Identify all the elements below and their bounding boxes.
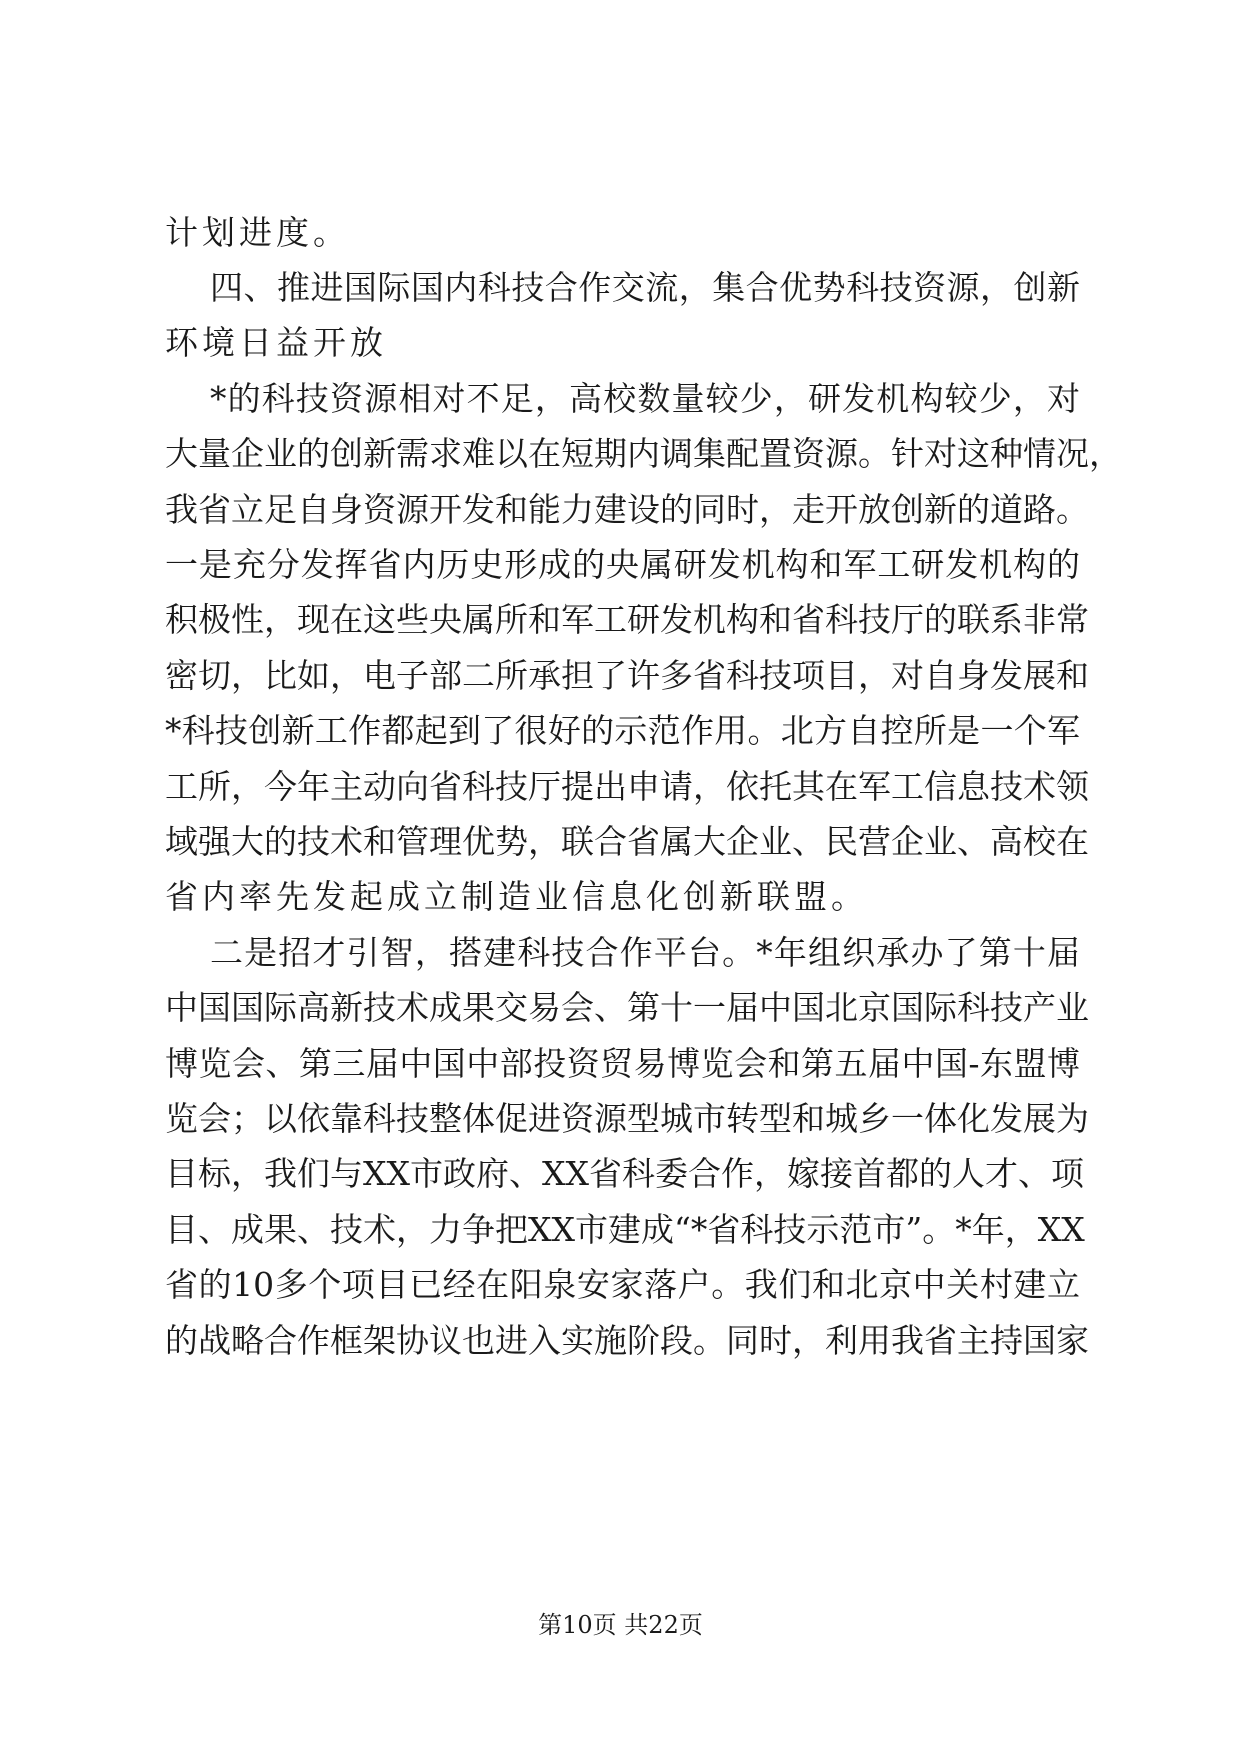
text-line-12: 域强大的技术和管理优势，联合省属大企业、民营企业、高校在 (165, 822, 1089, 861)
text-line-1: 计划进度。 (165, 213, 350, 252)
text-line-11: 工所，今年主动向省科技厅提出申请，依托其在军工信息技术领 (165, 767, 1089, 806)
text-line-5: 大量企业的创新需求难以在短期内调集配置资源。针对这种情况， (165, 434, 1122, 473)
text-line-15: 中国国际高新技术成果交易会、第十一届中国北京国际科技产业 (165, 988, 1089, 1027)
text-line-6: 我省立足自身资源开发和能力建设的同时，走开放创新的道路。 (165, 490, 1089, 529)
section-heading-line-2: 环境日益开放 (165, 323, 387, 362)
text-line-21: 的战略合作框架协议也进入实施阶段。同时，利用我省主持国家 (165, 1321, 1089, 1360)
text-line-19: 目、成果、技术，力争把XX市建成“*省科技示范市”。*年，XX (165, 1210, 1085, 1249)
text-line-8: 积极性，现在这些央属所和军工研发机构和省科技厅的联系非常 (165, 600, 1089, 639)
text-line-18: 目标，我们与XX市政府、XX省科委合作，嫁接首都的人才、项 (165, 1154, 1084, 1193)
text-line-10: *科技创新工作都起到了很好的示范作用。北方自控所是一个军 (165, 711, 1080, 750)
section-heading-line-1: 四、推进国际国内科技合作交流，集合优势科技资源，创新 (210, 268, 1080, 307)
text-line-16: 博览会、第三届中国中部投资贸易博览会和第五届中国-东盟博 (165, 1044, 1080, 1083)
page-number-footer: 第10页 共22页 (538, 1611, 703, 1639)
text-line-13: 省内率先发起成立制造业信息化创新联盟。 (165, 877, 868, 916)
text-line-17: 览会；以依靠科技整体促进资源型城市转型和城乡一体化发展为 (165, 1099, 1089, 1138)
text-line-4: *的科技资源相对不足，高校数量较少，研发机构较少，对 (210, 379, 1080, 418)
text-line-7: 一是充分发挥省内历史形成的央属研发机构和军工研发机构的 (165, 545, 1080, 584)
text-line-9: 密切，比如，电子部二所承担了许多省科技项目，对自身发展和 (165, 656, 1089, 695)
text-line-20: 省的10多个项目已经在阳泉安家落户。我们和北京中关村建立 (165, 1265, 1080, 1304)
text-line-14: 二是招才引智，搭建科技合作平台。*年组织承办了第十届 (210, 933, 1080, 972)
